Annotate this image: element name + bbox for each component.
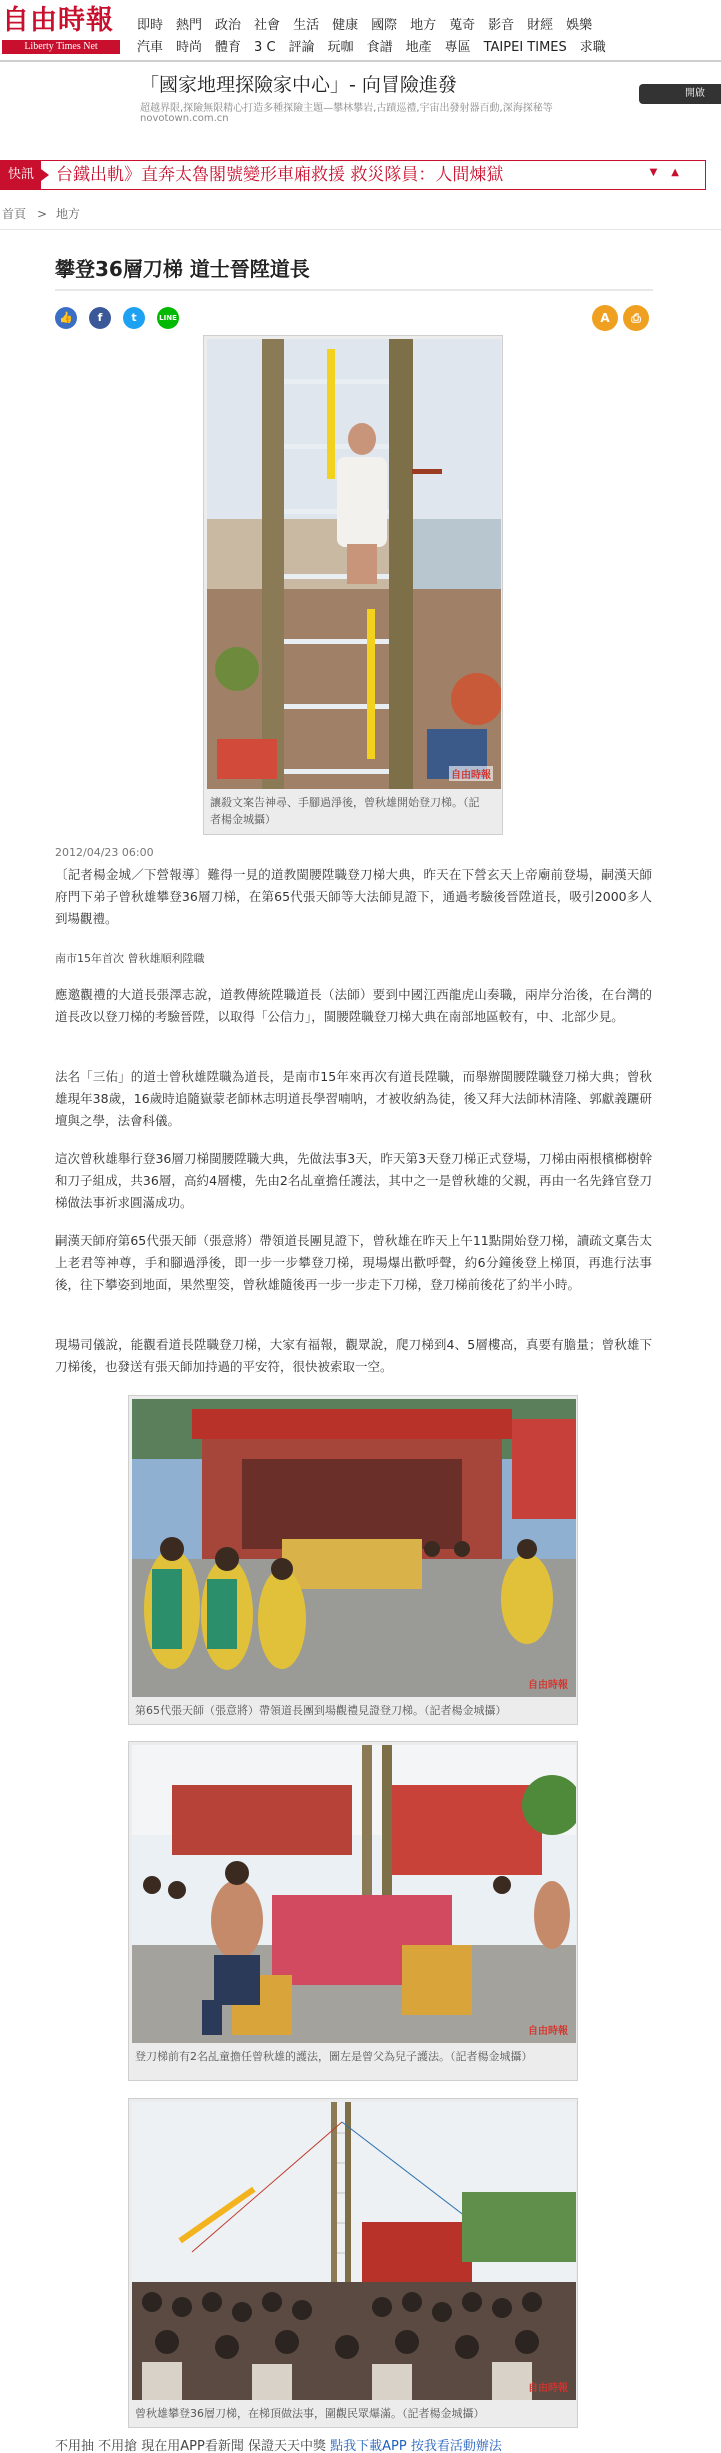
photo-watermark: 自由時報 — [449, 766, 493, 781]
nav-item[interactable]: 3 C — [254, 40, 276, 55]
chevron-up-icon[interactable]: ▲ — [671, 167, 693, 178]
nav-item[interactable]: 熱門 — [176, 18, 203, 33]
photo-watermark: 自由時報 — [528, 2383, 568, 2394]
flash-headline[interactable]: 台鐵出軌》直奔太魯閣號變形車廂救援 救災隊員：人間煉獄 — [56, 165, 504, 185]
article-photo-1[interactable] — [207, 339, 501, 789]
article-photo-2[interactable] — [132, 1399, 576, 1697]
photo-knife-ladder-climb — [207, 339, 501, 789]
app-promo — [55, 2435, 502, 2453]
photo-caption-3: 登刀梯前有2名乩童擔任曾秋雄的護法，圖左是曾父為兒子護法。（記者楊金城攝） — [135, 2050, 533, 2063]
ad-description: 超越界限,探險無限精心打造多種探險主題—攀林攀岩,古蹟巡禮,宇宙出發射器百動,深海探秘等 — [140, 103, 553, 114]
nav-item[interactable]: 即時 — [137, 18, 164, 33]
logo-english: Liberty Times Net — [2, 40, 120, 54]
chevron-down-icon[interactable]: ▼ — [649, 167, 672, 178]
breadcrumb-home[interactable]: 首頁 — [2, 207, 27, 221]
article-date: 2012/04/23 06:00 — [55, 846, 154, 859]
photo-caption-1: 讓殺文案告神尋、手腳過淨後，曾秋雄開始登刀梯。（記者楊金城攝） — [210, 796, 480, 826]
nav-item[interactable]: 食譜 — [366, 40, 393, 55]
like-icon[interactable]: 👍 — [55, 307, 77, 329]
photo-caption-2: 第65代張天師（張意將）帶領道長團到場觀禮見證登刀梯。（記者楊金城攝） — [135, 1704, 507, 1717]
ad-open-button[interactable]: 開啟 — [639, 84, 721, 104]
line-icon[interactable]: LINE — [157, 307, 179, 329]
nav-item[interactable]: 玩咖 — [327, 40, 354, 55]
site-logo[interactable] — [2, 4, 120, 54]
logo-chinese: 自由時報 — [2, 5, 114, 36]
nav-item[interactable]: 體育 — [215, 40, 242, 55]
app-promo-text: 不用抽 不用搶 現在用APP看新聞 保證天天中獎 — [55, 2439, 326, 2453]
photo-temple-ceremony — [132, 1399, 576, 1697]
ad-domain: novotown.com.cn — [140, 113, 229, 124]
nav-item[interactable]: TAIPEI TIMES — [483, 40, 567, 55]
nav-item[interactable]: 娛樂 — [566, 18, 593, 33]
flash-label: 快訊 — [1, 161, 41, 189]
nav-item[interactable]: 生活 — [293, 18, 320, 33]
article-figure-3 — [128, 1741, 578, 2081]
photo-caption-4: 曾秋雄攀登36層刀梯，在梯頂做法事，圍觀民眾爆滿。（記者楊金城攝） — [135, 2407, 485, 2420]
photo-guardians-procession — [132, 1745, 576, 2043]
photo-crowd-ladder-top — [132, 2102, 576, 2400]
facebook-icon[interactable]: f — [89, 307, 111, 329]
nav-item[interactable]: 影音 — [488, 18, 515, 33]
breadcrumb-section[interactable]: 地方 — [56, 207, 81, 221]
main-nav — [137, 14, 627, 58]
title-divider — [55, 289, 653, 291]
ad-title[interactable]: 「國家地理探險家中心」- 向冒險進發 — [140, 74, 457, 96]
article-paragraph: 這次曾秋雄舉行登36層刀梯閩腰陞職大典，先做法事3天，昨天第3天登刀梯正式登場，刀梯由兩根檳榔樹幹和刀子組成，共36層，高約4層樓，先由2名乩童擔任護法，其中之一是曾秋雄的父親，再由一名先鋒官登刀梯做法事祈求圓滿成功。 — [55, 1151, 652, 1210]
site-header — [0, 0, 721, 62]
article-paragraph: 法名「三佑」的道士曾秋雄陞職為道長，是南市15年來再次有道長陞職，而舉辦閩腰陞職登刀梯大典；曾秋雄現年38歲，16歲時追隨嶽蒙老師林志明道長學習喃呐，才被收納為徒，後又拜大法師林清隆、郭獻義躧研壇與之學，法會科儀。 — [55, 1069, 652, 1128]
article-paragraph: 現場司儀說，能觀看道長陞職登刀梯，大家有福報，觀眾說，爬刀梯到4、5層樓高，真要有膽量；曾秋雄下刀梯後，也發送有張天師加持過的平安符，很快被索取一空。 — [55, 1337, 652, 1374]
article-paragraph: 〔記者楊金城／下營報導〕難得一見的道教閩腰陞職登刀梯大典，昨天在下營玄天上帝廟前登場，嗣漢天師府門下弟子曾秋雄攀登36層刀梯，在第65代張天師等大法師見證下，通過考驗後晉陞道長，吸引2000多人到場觀禮。 — [55, 867, 652, 926]
nav-item[interactable]: 求職 — [579, 40, 606, 55]
ad-banner[interactable] — [104, 64, 721, 128]
flash-news-bar — [0, 160, 706, 190]
nav-item[interactable]: 政治 — [215, 18, 242, 33]
nav-item[interactable]: 財經 — [527, 18, 554, 33]
twitter-icon[interactable]: t — [123, 307, 145, 329]
article-figure-1 — [203, 335, 503, 835]
print-icon[interactable]: ⎙ — [623, 305, 649, 331]
article-figure-2 — [128, 1395, 578, 1725]
article-paragraph: 應邀觀禮的大道長張澤志說，道教傳統陞職道長（法師）要到中國江西龍虎山奏職，兩岸分治後，在台灣的道長改以登刀梯的考驗晉陞，以取得「公信力」，閩腰陞職登刀梯大典在南部地區較有，中、北部少見。 — [55, 987, 652, 1024]
breadcrumb — [0, 204, 721, 230]
flash-controls[interactable] — [650, 167, 693, 178]
photo-watermark: 自由時報 — [528, 2026, 568, 2037]
nav-item[interactable]: 評論 — [288, 40, 315, 55]
article-figure-4 — [128, 2098, 578, 2428]
article-paragraph: 嗣漢天師府第65代張天師（張意將）帶領道長團見證下，曾秋雄在昨天上午11點開始登刀梯，讀疏文稟告太上老君等神尊，手和腳過淨後，即一步一步攀登刀梯，現場爆出歡呼聲，約6分鐘後登上梯頂，再進行法事後，往下攀姿到地面，果然聖筊，曾秋雄隨後再一步一步走下刀梯，登刀梯前後花了約半小時。 — [55, 1233, 652, 1292]
nav-item[interactable]: 汽車 — [137, 40, 164, 55]
article-photo-4[interactable] — [132, 2102, 576, 2400]
breadcrumb-separator: > — [37, 207, 48, 221]
nav-item[interactable]: 時尚 — [176, 40, 203, 55]
article-photo-3[interactable] — [132, 1745, 576, 2043]
page-title: 攀登36層刀梯 道士晉陞道長 — [55, 257, 310, 281]
nav-row-1 — [137, 14, 627, 36]
nav-item[interactable]: 社會 — [254, 18, 281, 33]
nav-item[interactable]: 蒐奇 — [449, 18, 476, 33]
nav-item[interactable]: 健康 — [332, 18, 359, 33]
download-app-link[interactable]: 點我下載APP — [330, 2439, 407, 2453]
nav-item[interactable]: 地方 — [410, 18, 437, 33]
font-size-icon[interactable]: A — [592, 305, 618, 331]
nav-item[interactable]: 地產 — [405, 40, 432, 55]
nav-item[interactable]: 國際 — [371, 18, 398, 33]
event-rules-link[interactable]: 按我看活動辦法 — [410, 2439, 502, 2453]
photo-watermark: 自由時報 — [528, 1680, 568, 1691]
nav-item[interactable]: 專區 — [444, 40, 471, 55]
article-subhead: 南市15年首次 曾秋雄順利陞職 — [55, 952, 205, 965]
nav-row-2 — [137, 36, 627, 58]
